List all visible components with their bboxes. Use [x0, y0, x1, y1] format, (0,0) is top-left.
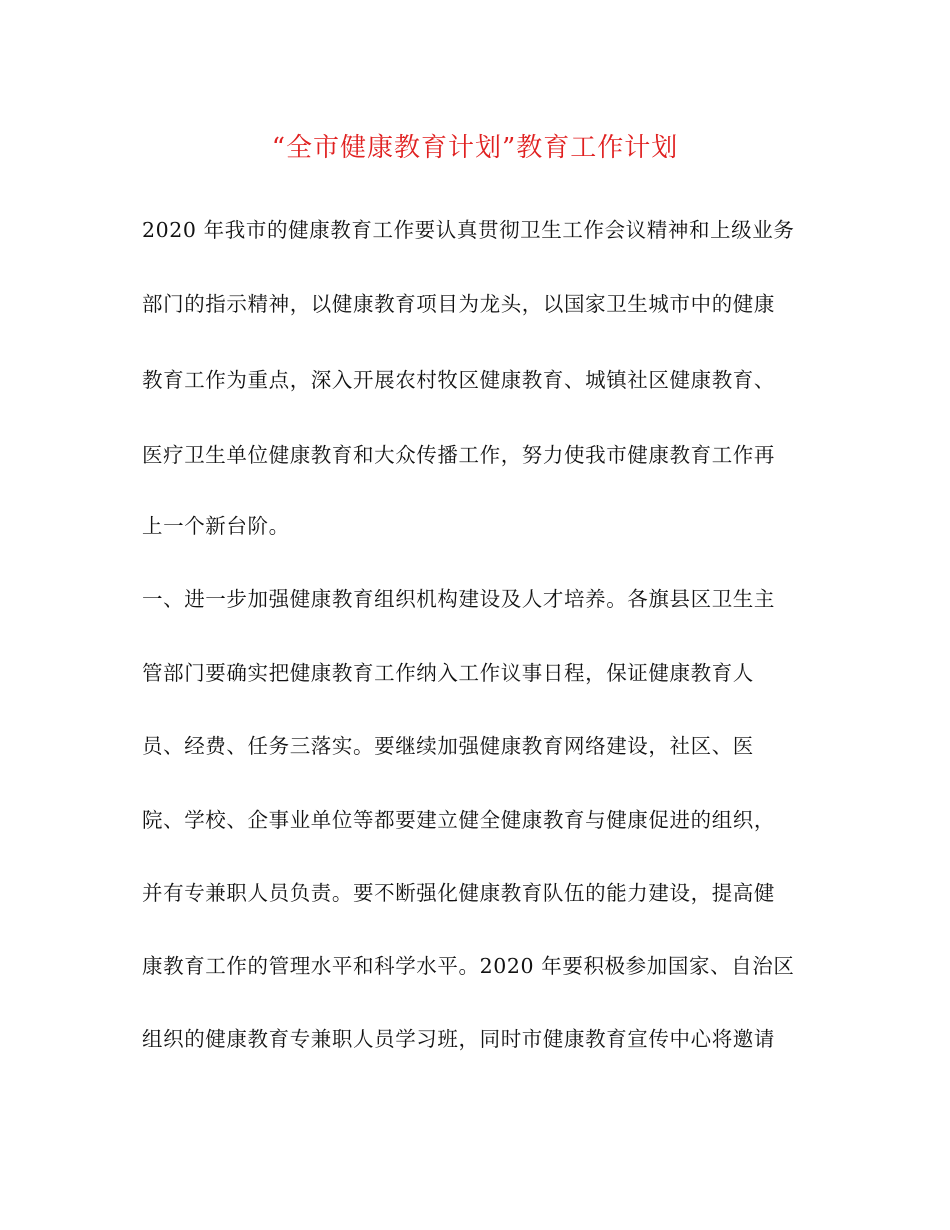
- text-line: 一、进一步加强健康教育组织机构建设及人才培养。各旗县区卫生主: [142, 587, 775, 611]
- document-title: “全市健康教育计划”教育工作计划: [271, 133, 679, 163]
- text-line: 部门的指示精神，以健康教育项目为龙头，以国家卫生城市中的健康: [142, 292, 775, 316]
- text-line: 医疗卫生单位健康教育和大众传播工作，努力使我市健康教育工作再: [142, 443, 775, 467]
- text-line: 康教育工作的管理水平和科学水平。2020 年要积极参加国家、自治区: [142, 954, 795, 978]
- text-line: 教育工作为重点，深入开展农村牧区健康教育、城镇社区健康教育、: [142, 368, 775, 392]
- text-line: 上一个新台阶。: [142, 514, 290, 538]
- text-line: 组织的健康教育专兼职人员学习班，同时市健康教育宣传中心将邀请: [142, 1027, 775, 1051]
- text-line: 2020 年我市的健康教育工作要认真贯彻卫生工作会议精神和上级业务: [142, 218, 795, 242]
- text-line: 并有专兼职人员负责。要不断强化健康教育队伍的能力建设，提高健: [142, 881, 775, 905]
- text-line: 院、学校、企事业单位等都要建立健全健康教育与健康促进的组织，: [142, 808, 775, 832]
- text-line: 员、经费、任务三落实。要继续加强健康教育网络建设，社区、医: [142, 734, 754, 758]
- text-line: 管部门要确实把健康教育工作纳入工作议事日程，保证健康教育人: [142, 661, 754, 685]
